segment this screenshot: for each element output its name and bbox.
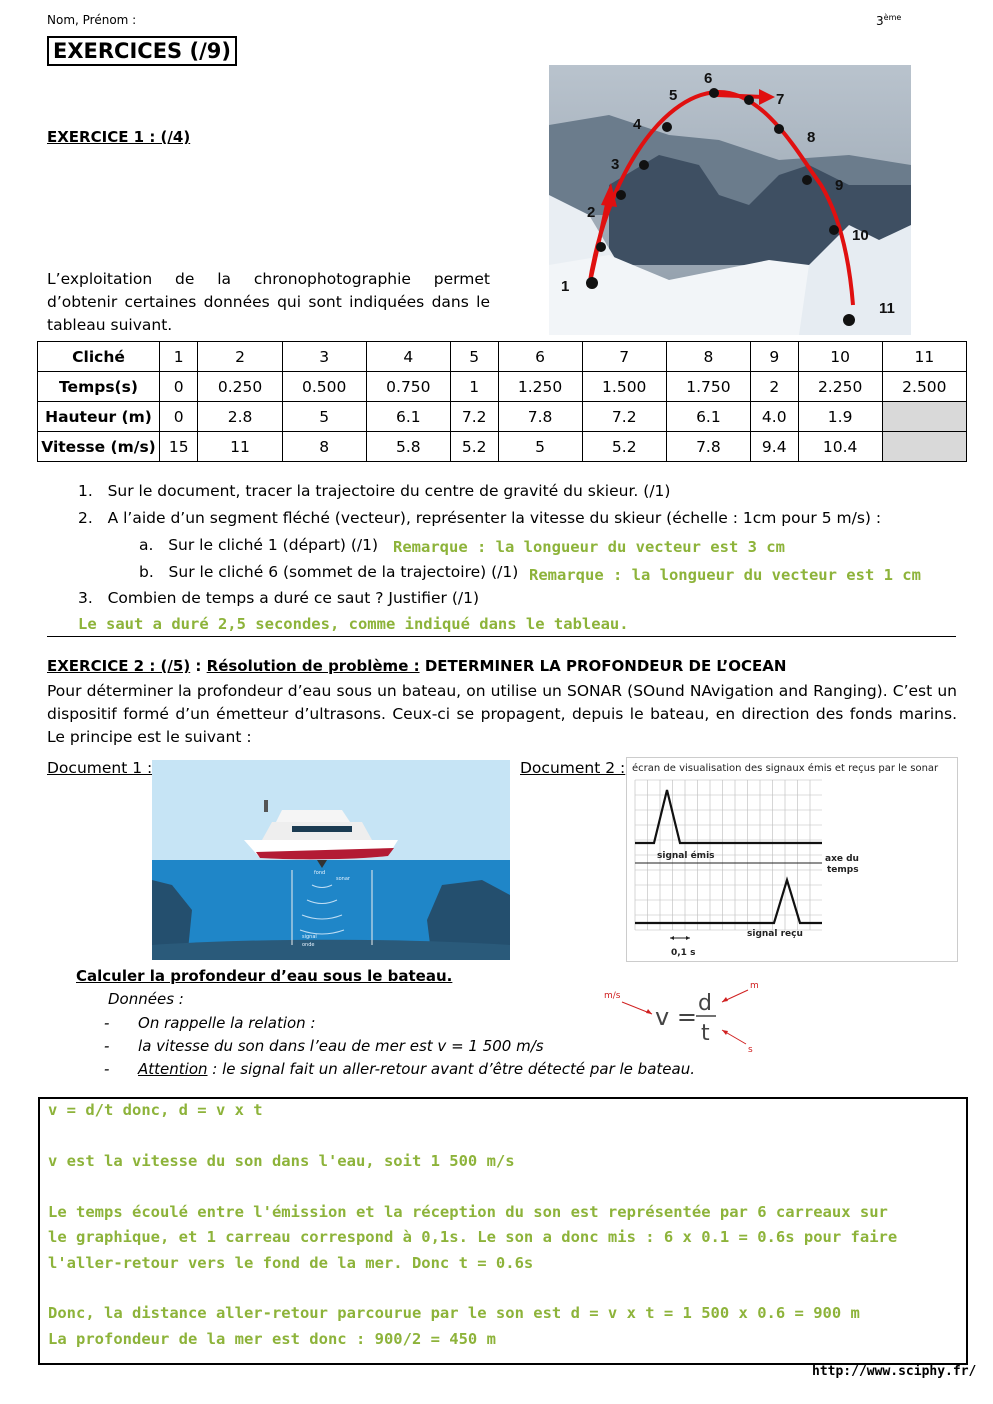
table-cell xyxy=(882,432,966,462)
question-3: 3. Combien de temps a duré ce saut ? Justifier (/1) xyxy=(78,589,480,607)
table-cell: 2 xyxy=(198,342,282,372)
exercise-2-title: EXERCICE 2 : (/5) : Résolution de problème : DETERMINER LA PROFONDEUR DE L’OCEAN xyxy=(47,657,787,675)
table-cell: 0 xyxy=(160,372,198,402)
question-2: 2. A l’aide d’un segment fléché (vecteur), représenter la vitesse du skieur (échelle : 1cm pour 5 m/s) : xyxy=(78,509,882,527)
document-1-label: Document 1 : xyxy=(47,759,153,777)
table-cell: 2.8 xyxy=(198,402,282,432)
svg-text:v =: v = xyxy=(655,1003,697,1031)
table-cell: 10 xyxy=(798,342,882,372)
table-cell: 9.4 xyxy=(750,432,798,462)
table-cell: 11 xyxy=(198,432,282,462)
answer-line: le graphique, et 1 carreau correspond à 0,1s. Le son a donc mis : 6 x 0.1 = 0.6s pour faire xyxy=(48,1228,898,1246)
table-cell: 5 xyxy=(450,342,498,372)
chronophotography-image xyxy=(549,65,911,335)
table-cell: 8 xyxy=(666,342,750,372)
answer-line: v est la vitesse du son dans l'eau, soit 1 500 m/s xyxy=(48,1152,515,1170)
svg-text:d: d xyxy=(698,991,712,1016)
table-cell: 6.1 xyxy=(666,402,750,432)
photo-label-8: 8 xyxy=(807,129,816,146)
answer-line: La profondeur de la mer est donc : 900/2 = 450 m xyxy=(48,1330,496,1348)
table-cell: 7.2 xyxy=(582,402,666,432)
answer-2a: Remarque : la longueur du vecteur est 3 cm xyxy=(393,538,785,556)
photo-label-5: 5 xyxy=(669,87,678,104)
table-cell: 0.500 xyxy=(282,372,366,402)
svg-text:s: s xyxy=(748,1045,753,1055)
photo-label-3: 3 xyxy=(611,156,620,173)
svg-text:fond: fond xyxy=(314,870,326,876)
donnees-label: Données : xyxy=(108,990,184,1008)
table-cell: 1.9 xyxy=(798,402,882,432)
svg-text:0,1 s: 0,1 s xyxy=(671,948,696,958)
svg-text:écran de visualisation des sig: écran de visualisation des signaux émis et reçus par le sonar xyxy=(632,763,939,774)
photo-label-9: 9 xyxy=(835,177,844,194)
svg-text:sonar: sonar xyxy=(336,876,350,882)
exercise-1-intro: L’exploitation de la chronophotographie permet d’obtenir certaines données qui sont indiquées dans le tableau suivant. xyxy=(47,270,490,334)
table-cell: 2 xyxy=(750,372,798,402)
divider xyxy=(47,636,956,637)
sonar-boat-diagram xyxy=(152,760,510,960)
question-2b: b. Sur le cliché 6 (sommet de la trajectoire) (/1) xyxy=(139,563,519,581)
document-2-label: Document 2 : xyxy=(520,759,626,777)
photo-label-6: 6 xyxy=(704,70,713,87)
row-header: Cliché xyxy=(38,342,160,372)
table-cell: 7 xyxy=(582,342,666,372)
table-cell: 5.2 xyxy=(582,432,666,462)
table-cell: 8 xyxy=(282,432,366,462)
answer-3: Le saut a duré 2,5 secondes, comme indiqué dans le tableau. xyxy=(78,615,629,633)
table-cell: 0.250 xyxy=(198,372,282,402)
footer-url[interactable]: http://www.sciphy.fr/ xyxy=(812,1364,977,1379)
table-cell: 10.4 xyxy=(798,432,882,462)
given-item-3: - Attention : le signal fait un aller-retour avant d’être détecté par le bateau. xyxy=(104,1060,695,1078)
answer-line: Donc, la distance aller-retour parcourue par le son est d = v x t = 1 500 x 0.6 = 900 m xyxy=(48,1304,860,1322)
name-label: Nom, Prénom : xyxy=(47,13,137,27)
table-cell: 6.1 xyxy=(366,402,450,432)
table-cell: 3 xyxy=(282,342,366,372)
answer-line: Le temps écoulé entre l'émission et la réception du son est représentée par 6 carreaux sur xyxy=(48,1203,888,1221)
table-row xyxy=(38,402,967,432)
photo-label-4: 4 xyxy=(633,116,642,133)
table-cell: 1.500 xyxy=(582,372,666,402)
exercise-2-text: Pour déterminer la profondeur d’eau sous un bateau, on utilise un SONAR (SOund NAvigation and Ranging). C’est un dispositif formé d’un émetteur d’ultrasons. Ceux-ci se propagent, depuis le bateau, en direction des fonds marins. Le principe est le suivant : xyxy=(47,682,957,746)
svg-text:t: t xyxy=(701,1021,710,1046)
page-title: EXERCICES (/9) xyxy=(47,36,237,66)
table-cell: 1.750 xyxy=(666,372,750,402)
table-row xyxy=(38,342,967,372)
sonar-screen-diagram xyxy=(626,757,958,962)
table-cell: 5.2 xyxy=(450,432,498,462)
svg-text:onde: onde xyxy=(302,942,315,948)
svg-text:axe du: axe du xyxy=(825,854,859,864)
table-cell: 1.250 xyxy=(498,372,582,402)
table-cell: 11 xyxy=(882,342,966,372)
photo-label-7: 7 xyxy=(776,91,785,108)
table-cell: 7.2 xyxy=(450,402,498,432)
row-header: Temps(s) xyxy=(38,372,160,402)
exercise-1-title: EXERCICE 1 : (/4) xyxy=(47,128,191,146)
table-cell: 4.0 xyxy=(750,402,798,432)
svg-text:m/s: m/s xyxy=(604,991,621,1001)
table-row xyxy=(38,432,967,462)
formula-diagram xyxy=(600,980,770,1060)
table-cell: 0.750 xyxy=(366,372,450,402)
table-cell: 5 xyxy=(282,402,366,432)
svg-text:signal: signal xyxy=(302,934,317,940)
photo-label-10: 10 xyxy=(852,227,869,244)
table-cell: 2.250 xyxy=(798,372,882,402)
question-1: 1. Sur le document, tracer la trajectoire du centre de gravité du skieur. (/1) xyxy=(78,482,671,500)
table-cell: 0 xyxy=(160,402,198,432)
table-cell: 5.8 xyxy=(366,432,450,462)
row-header: Vitesse (m/s) xyxy=(38,432,160,462)
table-row xyxy=(38,372,967,402)
class-label: 3ème xyxy=(876,13,902,28)
answer-box xyxy=(38,1097,968,1365)
answer-2b: Remarque : la longueur du vecteur est 1 cm xyxy=(529,566,921,584)
svg-text:m: m xyxy=(750,981,759,991)
answer-line: v = d/t donc, d = v x t xyxy=(48,1101,263,1119)
table-cell: 7.8 xyxy=(498,402,582,432)
table-cell: 15 xyxy=(160,432,198,462)
photo-label-1: 1 xyxy=(561,278,570,295)
svg-text:temps: temps xyxy=(827,865,859,875)
table-cell: 1 xyxy=(450,372,498,402)
question-2a: a. Sur le cliché 1 (départ) (/1) xyxy=(139,536,379,554)
table-cell: 5 xyxy=(498,432,582,462)
table-cell: 7.8 xyxy=(666,432,750,462)
calc-title: Calculer la profondeur d’eau sous le bateau. xyxy=(76,967,453,985)
photo-label-11: 11 xyxy=(879,300,895,317)
svg-text:signal émis: signal émis xyxy=(657,851,715,861)
table-cell: 2.500 xyxy=(882,372,966,402)
given-item-1: - On rappelle la relation : xyxy=(104,1014,316,1032)
answer-line: l'aller-retour vers le fond de la mer. Donc t = 0.6s xyxy=(48,1254,534,1272)
table-cell xyxy=(882,402,966,432)
row-header: Hauteur (m) xyxy=(38,402,160,432)
given-item-2: - la vitesse du son dans l’eau de mer est v = 1 500 m/s xyxy=(104,1037,544,1055)
svg-text:signal reçu: signal reçu xyxy=(747,929,803,939)
table-cell: 6 xyxy=(498,342,582,372)
table-cell: 1 xyxy=(160,342,198,372)
data-table xyxy=(37,341,967,462)
table-cell: 9 xyxy=(750,342,798,372)
photo-label-2: 2 xyxy=(587,204,596,221)
table-cell: 4 xyxy=(366,342,450,372)
